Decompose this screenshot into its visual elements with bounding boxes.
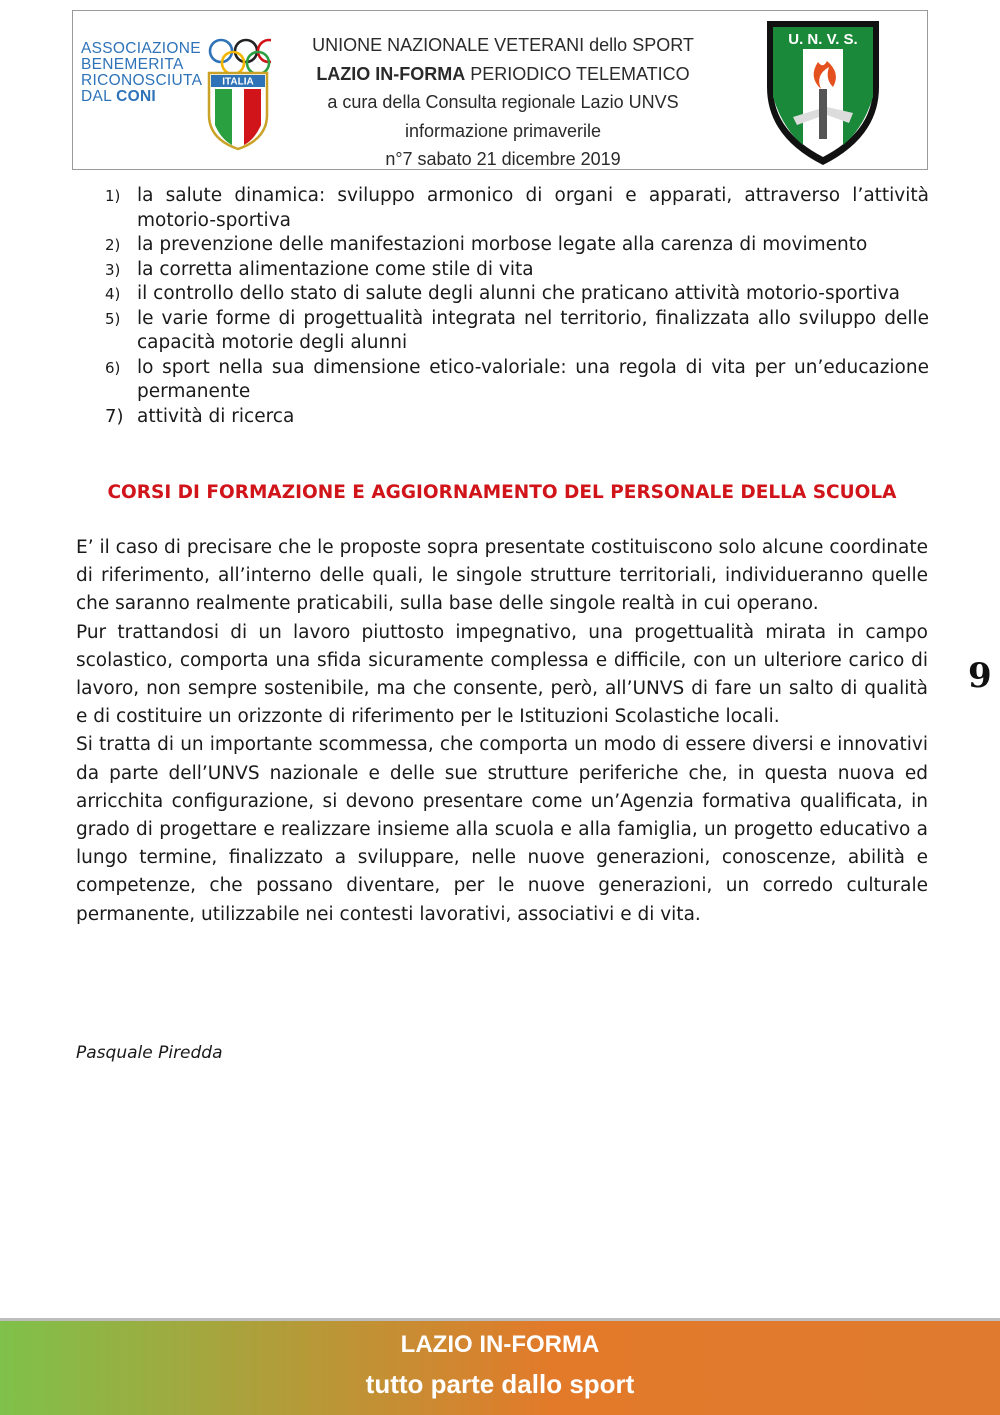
list-item-number: 4) bbox=[105, 285, 121, 303]
list-item-text: attività di ricerca bbox=[137, 405, 295, 427]
objectives-list bbox=[105, 184, 929, 429]
olympic-ring-black bbox=[235, 40, 257, 62]
list-item-number: 1) bbox=[105, 187, 121, 205]
list-item bbox=[105, 258, 929, 283]
list-item-number: 5) bbox=[105, 309, 121, 328]
torch-handle-icon bbox=[819, 89, 827, 139]
list-item bbox=[105, 233, 929, 258]
olympic-ring-blue bbox=[210, 40, 232, 62]
page-number: 9 bbox=[968, 656, 992, 696]
header-line3: a cura della Consulta regionale Lazio UNVS bbox=[327, 92, 679, 112]
list-item-number: 7) bbox=[105, 405, 124, 427]
footer-title: LAZIO IN-FORMA bbox=[400, 1331, 600, 1358]
coni-line4-prefix: DAL bbox=[81, 88, 117, 105]
author-signature: Pasquale Piredda bbox=[76, 1043, 223, 1063]
header-line1: UNIONE NAZIONALE VETERANI dello SPORT bbox=[312, 35, 694, 55]
list-item bbox=[105, 184, 929, 233]
coni-line1: ASSOCIAZIONE bbox=[81, 40, 201, 57]
list-item-number: 6) bbox=[105, 358, 121, 377]
header-box bbox=[72, 10, 928, 170]
italia-shield-label: ITALIA bbox=[222, 76, 254, 88]
paragraph: E’ il caso di precisare che le proposte sopra presentate costituiscono solo alcune coordinate di riferimento, all’interno delle quali, le singole strutture territoriali, individueranno quelle che saranno realmente praticabili, sulla base delle singole realtà in cui operano. bbox=[76, 537, 928, 615]
section-title: CORSI DI FORMAZIONE E AGGIORNAMENTO DEL PERSONALE DELLA SCUOLA bbox=[107, 482, 897, 503]
list-item-text: lo sport nella sua dimensione etico-valoriale: una regola di vita per un’educazione permanente bbox=[137, 356, 929, 402]
list-item bbox=[105, 307, 929, 356]
list-item bbox=[105, 356, 929, 405]
unvs-shield-logo bbox=[763, 17, 883, 169]
list-item bbox=[105, 282, 929, 307]
paragraph: Pur trattandosi di un lavoro piuttosto impegnativo, una progettualità mirata in campo scolastico, comporta una sfida sicuramente complessa e difficile, con un ulteriore carico di lavoro, non sempre sostenibile, ma che consente, però, all’UNVS di fare un salto di qualità e di costituire un orizzonte di riferimento per le Istituzioni Scolastiche locali. bbox=[76, 621, 928, 728]
olympic-ring-yellow bbox=[222, 52, 244, 74]
list-item-text: le varie forme di progettualità integrata nel territorio, finalizzata allo sviluppo delle capacità motorie degli alunni bbox=[137, 307, 929, 353]
article-body bbox=[76, 534, 928, 929]
list-item bbox=[105, 405, 929, 430]
coni-line4-bold: CONI bbox=[116, 88, 157, 105]
coni-line2: BENEMERITA bbox=[81, 56, 184, 73]
header-title-block bbox=[263, 31, 743, 174]
header-line2-bold: LAZIO IN-FORMA bbox=[316, 63, 466, 84]
footer-banner bbox=[0, 1318, 1000, 1415]
list-item-number: 3) bbox=[105, 260, 121, 279]
coni-line3: RICONOSCIUTA bbox=[81, 72, 203, 89]
list-item-text: la prevenzione delle manifestazioni morbose legate alla carenza di movimento bbox=[137, 234, 868, 255]
unvs-banner-text: U. N. V. S. bbox=[788, 31, 858, 48]
header-line2-rest: PERIODICO TELEMATICO bbox=[465, 63, 690, 84]
list-item-number: 2) bbox=[105, 236, 121, 254]
header-line2 bbox=[263, 60, 743, 89]
coni-italia-logo bbox=[81, 21, 271, 151]
header-line4: informazione primaverile bbox=[404, 120, 602, 141]
footer-tagline: tutto parte dallo sport bbox=[365, 1369, 635, 1399]
list-item-text: il controllo dello stato di salute degli alunni che praticano attività motorio-sportiva bbox=[137, 283, 900, 304]
paragraph: Si tratta di un importante scommessa, che comporta un modo di essere diversi e innovativi da parte dell’UNVS nazionale e delle sue strutture periferiche che, in questa nuova ed arricchita configurazione, si devono presentare come un’Agenzia formativa qualificata, in grado di progettare e realizzare insieme alla scuola e alla famiglia, un progetto educativo a lungo termine, finalizzato a sviluppare, nelle nuove generazioni, conoscenze, abilità e competenze, che possano diventare, per le nuove generazioni, un corredo culturale permanente, utilizzabile nei contesti lavorativi, associativi e di vita. bbox=[76, 734, 928, 925]
header-line5: n°7 sabato 21 dicembre 2019 bbox=[385, 149, 621, 169]
list-item-text: la corretta alimentazione come stile di vita bbox=[137, 258, 534, 280]
list-item-text: la salute dinamica: sviluppo armonico di organi e apparati, attraverso l’attività motorio-sportiva bbox=[137, 185, 929, 231]
